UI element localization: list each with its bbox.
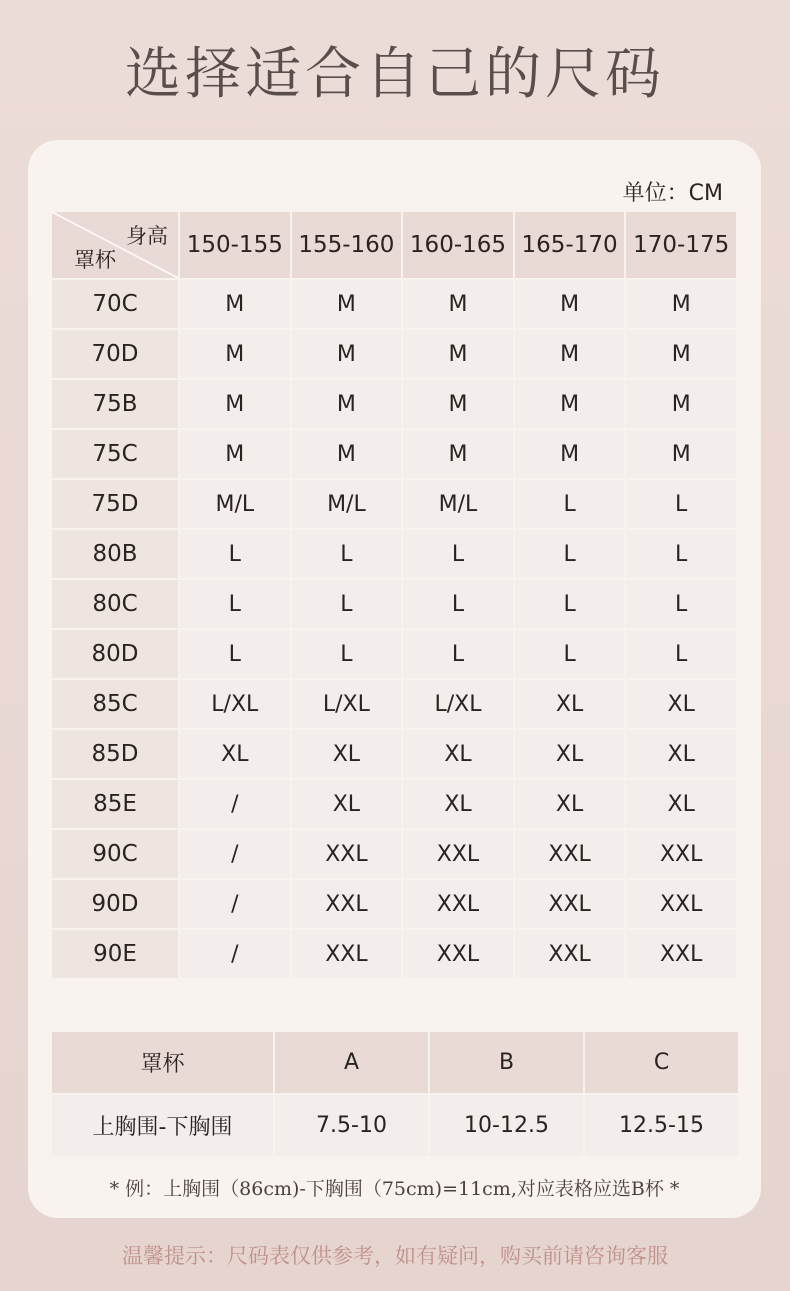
size-cell: M <box>403 430 513 478</box>
size-cell: L <box>403 580 513 628</box>
size-table-row <box>52 530 736 578</box>
size-cell: XXL <box>515 830 625 878</box>
size-cell: L <box>180 580 290 628</box>
size-cell: XXL <box>292 880 402 928</box>
size-cell: / <box>180 930 290 978</box>
size-cell: M <box>292 280 402 328</box>
size-cell: XXL <box>626 930 736 978</box>
size-cell: L <box>626 480 736 528</box>
cup-size-label: 90C <box>52 830 178 878</box>
size-cell: M <box>626 380 736 428</box>
size-cell: L <box>626 630 736 678</box>
cup-size-label: 80C <box>52 580 178 628</box>
size-cell: M <box>180 330 290 378</box>
cup-range-cell: 7.5-10 <box>275 1095 428 1156</box>
cup-size-label: 70C <box>52 280 178 328</box>
size-table-row <box>52 380 736 428</box>
size-cell: XXL <box>403 830 513 878</box>
size-table-row <box>52 480 736 528</box>
size-cell: M <box>292 330 402 378</box>
size-cell: XXL <box>626 830 736 878</box>
size-cell: XXL <box>515 930 625 978</box>
size-cell: XL <box>403 730 513 778</box>
size-cell: M <box>515 380 625 428</box>
size-table-row <box>52 680 736 728</box>
cup-size-label: 85D <box>52 730 178 778</box>
size-cell: XXL <box>626 880 736 928</box>
size-cell: L <box>292 630 402 678</box>
size-cell: M/L <box>403 480 513 528</box>
size-cell: XL <box>515 780 625 828</box>
size-cell: M <box>626 430 736 478</box>
size-cell: M <box>515 430 625 478</box>
cup-axis-label: 罩杯 <box>74 248 116 272</box>
cup-header-label: 罩杯 <box>52 1032 273 1093</box>
height-col-header: 155-160 <box>292 212 402 278</box>
cup-col-header: C <box>585 1032 738 1093</box>
example-note: * 例：上胸围（86cm)-下胸围（75cm)=11cm,对应表格应选B杯 * <box>109 1178 680 1200</box>
size-cell: / <box>180 880 290 928</box>
size-cell: M <box>180 430 290 478</box>
height-col-header: 170-175 <box>626 212 736 278</box>
size-cell: L <box>515 530 625 578</box>
size-cell: L/XL <box>292 680 402 728</box>
cup-size-label: 80D <box>52 630 178 678</box>
size-cell: M <box>403 330 513 378</box>
cup-table-header <box>52 1032 738 1093</box>
height-col-header: 160-165 <box>403 212 513 278</box>
size-cell: L <box>515 480 625 528</box>
size-cell: XL <box>403 780 513 828</box>
size-cell: XL <box>292 730 402 778</box>
size-cell: M <box>403 280 513 328</box>
size-cell: M/L <box>180 480 290 528</box>
size-cell: L <box>403 530 513 578</box>
size-cell: L <box>180 530 290 578</box>
size-cell: L <box>292 580 402 628</box>
size-cell: XL <box>626 780 736 828</box>
cup-size-label: 85C <box>52 680 178 728</box>
size-cell: L <box>515 580 625 628</box>
size-cell: L <box>403 630 513 678</box>
size-table-row <box>52 430 736 478</box>
size-cell: M <box>515 280 625 328</box>
corner-cell <box>52 212 178 278</box>
size-cell: XL <box>180 730 290 778</box>
size-cell: L <box>292 530 402 578</box>
size-table-row <box>52 730 736 778</box>
cup-col-header: B <box>430 1032 583 1093</box>
size-table-row <box>52 830 736 878</box>
cup-size-label: 80B <box>52 530 178 578</box>
size-cell: XL <box>515 730 625 778</box>
size-table-row <box>52 580 736 628</box>
height-col-header: 165-170 <box>515 212 625 278</box>
size-cell: M <box>515 330 625 378</box>
size-cell: XL <box>515 680 625 728</box>
size-cell: M <box>180 380 290 428</box>
size-cell: M <box>626 280 736 328</box>
size-cell: XL <box>626 730 736 778</box>
cup-range-cell: 10-12.5 <box>430 1095 583 1156</box>
unit-label: 单位：CM <box>622 181 723 206</box>
cup-range-cell: 12.5-15 <box>585 1095 738 1156</box>
reminder-tip: 温馨提示：尺码表仅供参考，如有疑问，购买前请咨询客服 <box>122 1244 668 1268</box>
size-cell: L <box>626 580 736 628</box>
size-table-header <box>52 212 736 278</box>
size-cell: M/L <box>292 480 402 528</box>
cup-size-label: 90E <box>52 930 178 978</box>
cup-table <box>50 1030 740 1158</box>
cup-size-label: 75D <box>52 480 178 528</box>
size-table-row <box>52 630 736 678</box>
size-table-row <box>52 930 736 978</box>
size-cell: M <box>403 380 513 428</box>
size-cell: XXL <box>292 930 402 978</box>
cup-size-label: 90D <box>52 880 178 928</box>
cup-col-header: A <box>275 1032 428 1093</box>
size-cell: L <box>626 530 736 578</box>
cup-size-label: 70D <box>52 330 178 378</box>
size-cell: L/XL <box>180 680 290 728</box>
cup-row-label: 上胸围-下胸围 <box>52 1095 273 1156</box>
size-table-row <box>52 280 736 328</box>
size-cell: XXL <box>403 880 513 928</box>
height-col-header: 150-155 <box>180 212 290 278</box>
size-cell: / <box>180 830 290 878</box>
cup-size-label: 75B <box>52 380 178 428</box>
size-cell: XXL <box>403 930 513 978</box>
height-axis-label: 身高 <box>126 224 168 248</box>
size-cell: L/XL <box>403 680 513 728</box>
size-chart-card <box>28 140 761 1218</box>
cup-size-label: 85E <box>52 780 178 828</box>
size-table-row <box>52 330 736 378</box>
size-cell: M <box>626 330 736 378</box>
size-cell: / <box>180 780 290 828</box>
cup-size-label: 75C <box>52 430 178 478</box>
size-table-row <box>52 880 736 928</box>
size-cell: XL <box>292 780 402 828</box>
size-cell: M <box>180 280 290 328</box>
size-table <box>50 210 738 980</box>
size-cell: L <box>515 630 625 678</box>
size-cell: M <box>292 380 402 428</box>
size-cell: XXL <box>515 880 625 928</box>
size-cell: L <box>180 630 290 678</box>
cup-table-row <box>52 1095 738 1156</box>
size-cell: XXL <box>292 830 402 878</box>
size-table-row <box>52 780 736 828</box>
size-cell: XL <box>626 680 736 728</box>
size-cell: M <box>292 430 402 478</box>
page-title: 选择适合自己的尺码 <box>125 42 665 107</box>
